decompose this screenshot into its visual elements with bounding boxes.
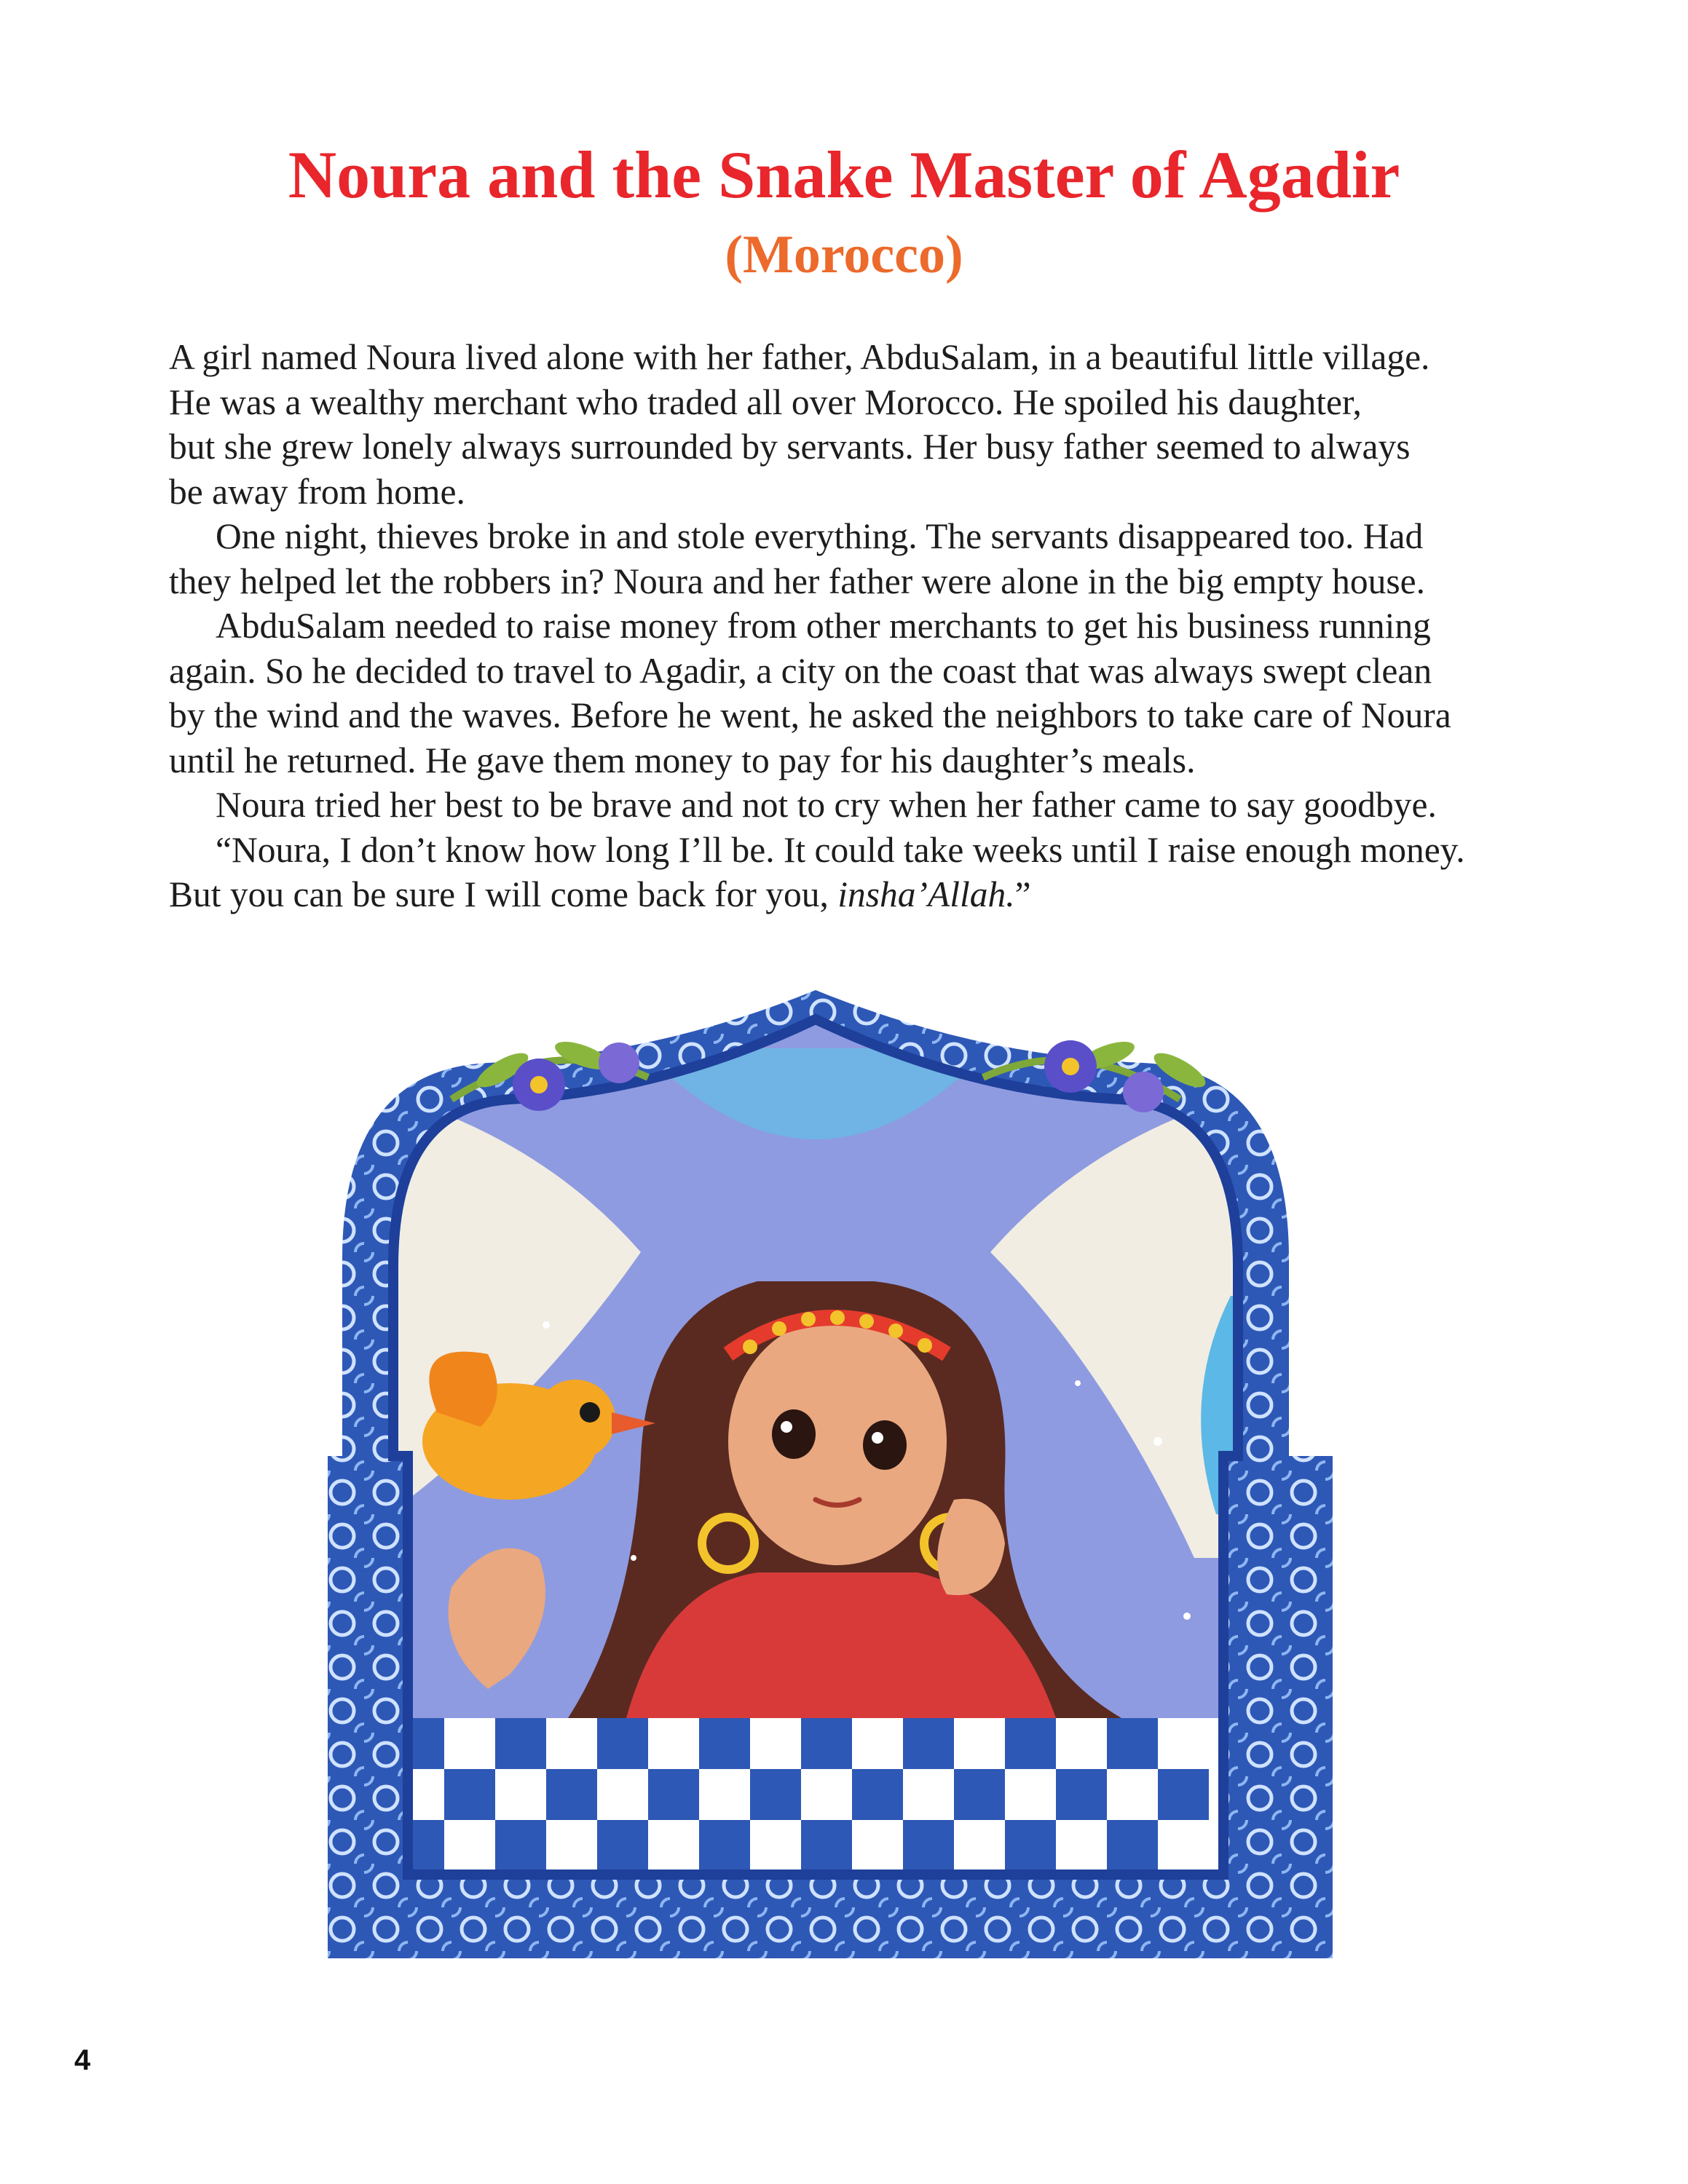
story-line: A girl named Noura lived alone with her father, AbduSalam, in a beautiful little village.: [169, 337, 1430, 377]
story-text: [169, 335, 1523, 917]
story-line: AbduSalam needed to raise money from other merchants to get his business running: [216, 606, 1431, 646]
story-line: Noura tried her best to be brave and not to cry when her father came to say goodbye.: [216, 785, 1437, 825]
page-number: 4: [74, 2044, 91, 2076]
story-line-last: [169, 872, 1523, 917]
arabic-phrase: insha’Allah.: [837, 874, 1015, 914]
story-line-prefix: But you can be sure I will come back for you,: [169, 874, 838, 914]
story-line: be away from home.: [169, 471, 465, 512]
right-eye: [863, 1420, 907, 1470]
page-title: Noura and the Snake Master of Agadir: [288, 138, 1400, 212]
window-illustration: [320, 990, 1354, 1966]
story-line: but she grew lonely always surrounded by servants. Her busy father seemed to always: [169, 427, 1411, 467]
left-eye: [772, 1409, 816, 1459]
story-line: He was a wealthy merchant who traded all over Morocco. He spoiled his daughter,: [169, 381, 1362, 422]
story-line: again. So he decided to travel to Agadir, a city on the coast that was always swept clean: [169, 650, 1432, 691]
story-line: “Noura, I don’t know how long I’ll be. It could take weeks until I raise enough money.: [216, 829, 1465, 870]
story-line: they helped let the robbers in? Noura and her father were alone in the big empty house.: [169, 561, 1426, 601]
story-line: by the wind and the waves. Before he went, he asked the neighbors to take care of Noura: [169, 695, 1451, 735]
page-subtitle: (Morocco): [725, 225, 963, 285]
story-line: until he returned. He gave them money to pay for his daughter’s meals.: [169, 740, 1196, 780]
closing-quote: ”: [1014, 874, 1031, 914]
face: [728, 1318, 947, 1565]
story-line: One night, thieves broke in and stole everything. The servants disappeared too. Had: [216, 516, 1424, 556]
